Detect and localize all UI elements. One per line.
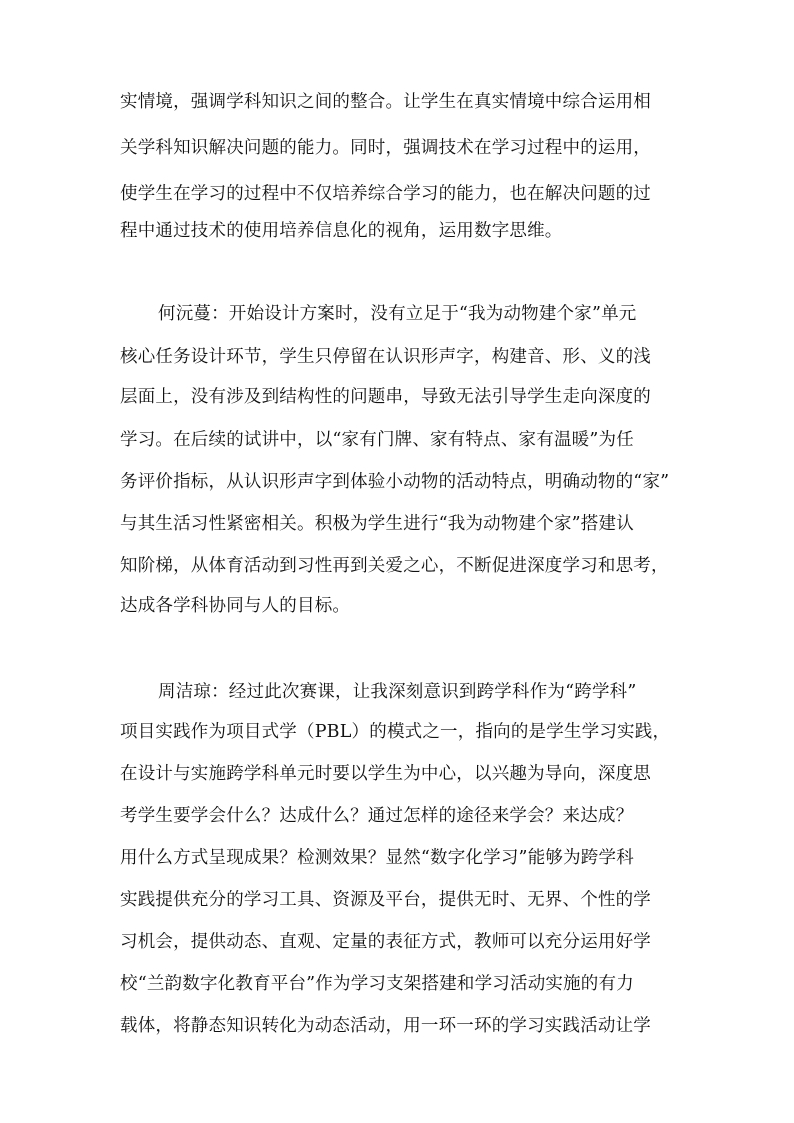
paragraph-3-line-9: 载体，将静态知识转化为动态活动，用一环一环的学习实践活动让学 [120, 1016, 651, 1036]
paragraph-2-line-3: 层面上，没有涉及到结构性的问题串，导致无法引导学生走向深度的 [120, 387, 651, 407]
paragraph-3-line-1: 周洁琼：经过此次赛课，让我深刻意识到跨学科作为“跨学科” [158, 682, 637, 702]
paragraph-3-line-2: 项目实践作为项目式学（PBL）的模式之一，指向的是学生学习实践， [120, 722, 671, 742]
paragraph-3-line-8: 校“兰韵数字化教育平台”作为学习支架搭建和学习活动实施的有力 [120, 974, 634, 994]
paragraph-2-line-1: 何沅蔓：开始设计方案时，没有立足于“我为动物建个家”单元 [158, 304, 637, 324]
paragraph-3-line-7: 习机会，提供动态、直观、定量的表征方式，教师可以充分运用好学 [120, 932, 651, 952]
paragraph-3-line-6: 实践提供充分的学习工具、资源及平台，提供无时、无界、个性的学 [120, 890, 651, 910]
paragraph-3-line-3: 在设计与实施跨学科单元时要以学生为中心，以兴趣为导向，深度思 [120, 764, 651, 784]
paragraph-2-line-8: 达成各学科协同与人的目标。 [120, 596, 351, 616]
paragraph-2-line-6: 与其生活习性紧密相关。积极为学生进行“我为动物建个家”搭建认 [120, 514, 634, 534]
paragraph-2-line-4: 学习。在后续的试讲中，以“家有门牌、家有特点、家有温暖”为任 [120, 430, 634, 450]
paragraph-1-line-1: 实情境，强调学科知识之间的整合。让学生在真实情境中综合运用相 [120, 92, 651, 112]
paragraph-1-line-2: 关学科知识解决问题的能力。同时，强调技术在学习过程中的运用， [120, 138, 651, 158]
paragraph-2-line-7: 知阶梯，从体育活动到习性再到关爱之心，不断促进深度学习和思考， [120, 556, 669, 576]
paragraph-3-line-5: 用什么方式呈现成果？检测效果？显然“数字化学习”能够为跨学科 [120, 848, 634, 868]
paragraph-2-line-2: 核心任务设计环节，学生只停留在认识形声字，构建音、形、义的浅 [120, 347, 651, 367]
paragraph-3-line-4: 考学生要学会什么？达成什么？通过怎样的途径来学会？来达成？ [120, 806, 634, 826]
paragraph-2-line-5: 务评价指标，从认识形声字到体验小动物的活动特点，明确动物的“家” [120, 472, 670, 492]
paragraph-1-line-3: 使学生在学习的过程中不仅培养综合学习的能力，也在解决问题的过 [120, 184, 651, 204]
paragraph-1-line-4: 程中通过技术的使用培养信息化的视角，运用数字思维。 [120, 221, 563, 241]
